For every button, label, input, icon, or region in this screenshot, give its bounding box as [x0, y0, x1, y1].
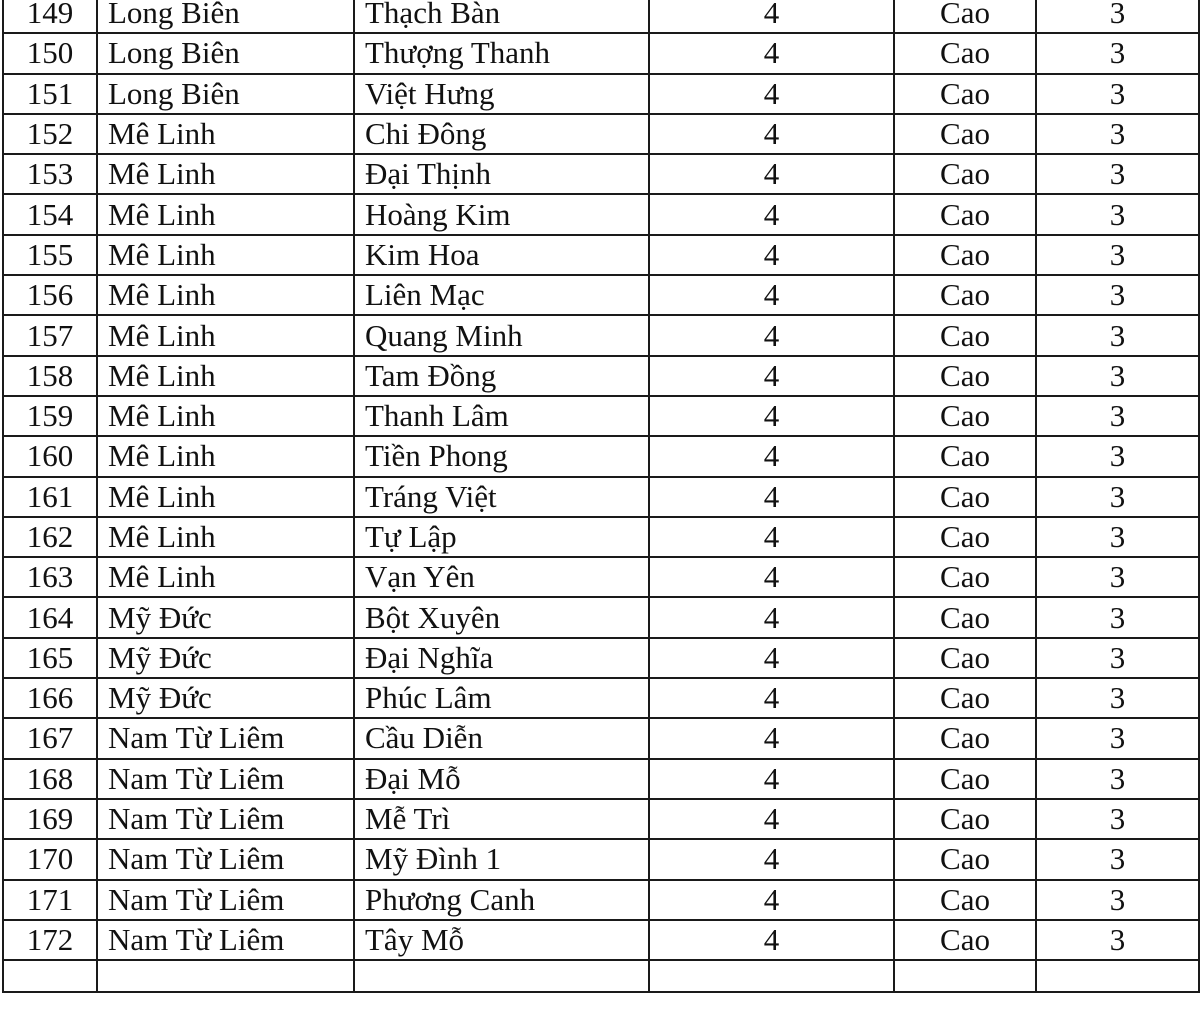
count-cell: 3 [1036, 880, 1199, 920]
count-cell: 3 [1036, 920, 1199, 960]
level-cell: 4 [649, 678, 894, 718]
ward-cell: Kim Hoa [354, 235, 649, 275]
level-cell: 4 [649, 194, 894, 234]
risk-cell: Cao [894, 759, 1036, 799]
level-cell: 4 [649, 436, 894, 476]
count-cell: 3 [1036, 194, 1199, 234]
empty-cell [1036, 960, 1199, 992]
district-cell: Mê Linh [97, 477, 354, 517]
count-cell: 3 [1036, 517, 1199, 557]
risk-cell: Cao [894, 33, 1036, 73]
table-row [3, 799, 1199, 839]
table-row [3, 74, 1199, 114]
row-number-cell: 172 [3, 920, 97, 960]
row-number-cell: 163 [3, 557, 97, 597]
count-cell: 3 [1036, 597, 1199, 637]
row-number-cell: 149 [3, 0, 97, 33]
district-cell: Nam Từ Liêm [97, 759, 354, 799]
table-row [3, 517, 1199, 557]
ward-cell: Việt Hưng [354, 74, 649, 114]
risk-cell: Cao [894, 275, 1036, 315]
district-cell: Mê Linh [97, 114, 354, 154]
table-row [3, 436, 1199, 476]
ward-cell: Đại Mỗ [354, 759, 649, 799]
risk-cell: Cao [894, 839, 1036, 879]
count-cell: 3 [1036, 638, 1199, 678]
ward-cell: Phúc Lâm [354, 678, 649, 718]
level-cell: 4 [649, 114, 894, 154]
district-cell: Nam Từ Liêm [97, 718, 354, 758]
ward-cell: Phương Canh [354, 880, 649, 920]
count-cell: 3 [1036, 436, 1199, 476]
table-row [3, 597, 1199, 637]
row-number-cell: 168 [3, 759, 97, 799]
district-cell: Nam Từ Liêm [97, 880, 354, 920]
table-row [3, 718, 1199, 758]
risk-cell: Cao [894, 396, 1036, 436]
table-row [3, 678, 1199, 718]
empty-cell [3, 960, 97, 992]
risk-cell: Cao [894, 154, 1036, 194]
risk-cell: Cao [894, 74, 1036, 114]
level-cell: 4 [649, 638, 894, 678]
count-cell: 3 [1036, 275, 1199, 315]
ward-cell: Tự Lập [354, 517, 649, 557]
risk-cell: Cao [894, 235, 1036, 275]
ward-cell: Đại Nghĩa [354, 638, 649, 678]
ward-cell: Cầu Diễn [354, 718, 649, 758]
table-row [3, 396, 1199, 436]
row-number-cell: 161 [3, 477, 97, 517]
row-number-cell: 171 [3, 880, 97, 920]
table-row [3, 356, 1199, 396]
row-number-cell: 159 [3, 396, 97, 436]
row-number-cell: 164 [3, 597, 97, 637]
level-cell: 4 [649, 597, 894, 637]
ward-cell: Mễ Trì [354, 799, 649, 839]
risk-cell: Cao [894, 678, 1036, 718]
ward-risk-table [2, 0, 1200, 993]
risk-cell: Cao [894, 880, 1036, 920]
ward-cell: Tam Đồng [354, 356, 649, 396]
risk-cell: Cao [894, 799, 1036, 839]
table-row [3, 275, 1199, 315]
district-cell: Mê Linh [97, 235, 354, 275]
table-row [3, 759, 1199, 799]
level-cell: 4 [649, 315, 894, 355]
table-row [3, 557, 1199, 597]
count-cell: 3 [1036, 718, 1199, 758]
level-cell: 4 [649, 920, 894, 960]
risk-cell: Cao [894, 557, 1036, 597]
district-cell: Mê Linh [97, 194, 354, 234]
district-cell: Mê Linh [97, 315, 354, 355]
row-number-cell: 156 [3, 275, 97, 315]
table-row [3, 0, 1199, 33]
level-cell: 4 [649, 33, 894, 73]
row-number-cell: 154 [3, 194, 97, 234]
ward-cell: Tiền Phong [354, 436, 649, 476]
level-cell: 4 [649, 718, 894, 758]
ward-cell: Quang Minh [354, 315, 649, 355]
ward-cell: Đại Thịnh [354, 154, 649, 194]
row-number-cell: 165 [3, 638, 97, 678]
district-cell: Nam Từ Liêm [97, 920, 354, 960]
row-number-cell: 151 [3, 74, 97, 114]
count-cell: 3 [1036, 678, 1199, 718]
level-cell: 4 [649, 74, 894, 114]
table-row [3, 114, 1199, 154]
district-cell: Mê Linh [97, 154, 354, 194]
count-cell: 3 [1036, 315, 1199, 355]
empty-cell [649, 960, 894, 992]
risk-cell: Cao [894, 315, 1036, 355]
district-cell: Mê Linh [97, 557, 354, 597]
level-cell: 4 [649, 759, 894, 799]
count-cell: 3 [1036, 0, 1199, 33]
row-number-cell: 153 [3, 154, 97, 194]
row-number-cell: 162 [3, 517, 97, 557]
district-cell: Mê Linh [97, 436, 354, 476]
level-cell: 4 [649, 557, 894, 597]
table-row [3, 880, 1199, 920]
row-number-cell: 150 [3, 33, 97, 73]
risk-cell: Cao [894, 114, 1036, 154]
count-cell: 3 [1036, 839, 1199, 879]
level-cell: 4 [649, 154, 894, 194]
district-cell: Long Biên [97, 0, 354, 33]
district-cell: Nam Từ Liêm [97, 799, 354, 839]
table-row [3, 839, 1199, 879]
table-row [3, 920, 1199, 960]
level-cell: 4 [649, 0, 894, 33]
ward-cell: Tây Mỗ [354, 920, 649, 960]
ward-cell: Vạn Yên [354, 557, 649, 597]
count-cell: 3 [1036, 557, 1199, 597]
table-row-cutoff [3, 960, 1199, 992]
empty-cell [97, 960, 354, 992]
row-number-cell: 158 [3, 356, 97, 396]
risk-cell: Cao [894, 638, 1036, 678]
level-cell: 4 [649, 880, 894, 920]
row-number-cell: 152 [3, 114, 97, 154]
risk-cell: Cao [894, 0, 1036, 33]
row-number-cell: 170 [3, 839, 97, 879]
ward-cell: Thạch Bàn [354, 0, 649, 33]
level-cell: 4 [649, 517, 894, 557]
ward-cell: Bột Xuyên [354, 597, 649, 637]
table-row [3, 638, 1199, 678]
risk-cell: Cao [894, 920, 1036, 960]
risk-cell: Cao [894, 597, 1036, 637]
risk-cell: Cao [894, 517, 1036, 557]
risk-cell: Cao [894, 436, 1036, 476]
count-cell: 3 [1036, 154, 1199, 194]
district-cell: Mỹ Đức [97, 638, 354, 678]
level-cell: 4 [649, 799, 894, 839]
level-cell: 4 [649, 235, 894, 275]
count-cell: 3 [1036, 235, 1199, 275]
table-row [3, 194, 1199, 234]
district-cell: Mỹ Đức [97, 678, 354, 718]
district-cell: Long Biên [97, 74, 354, 114]
district-cell: Mê Linh [97, 396, 354, 436]
district-cell: Mê Linh [97, 275, 354, 315]
count-cell: 3 [1036, 799, 1199, 839]
ward-cell: Chi Đông [354, 114, 649, 154]
level-cell: 4 [649, 356, 894, 396]
ward-cell: Tráng Việt [354, 477, 649, 517]
count-cell: 3 [1036, 396, 1199, 436]
ward-cell: Mỹ Đình 1 [354, 839, 649, 879]
table-row [3, 33, 1199, 73]
count-cell: 3 [1036, 759, 1199, 799]
risk-cell: Cao [894, 477, 1036, 517]
table-body [3, 0, 1199, 992]
table-row [3, 154, 1199, 194]
table-row [3, 315, 1199, 355]
ward-cell: Hoàng Kim [354, 194, 649, 234]
count-cell: 3 [1036, 33, 1199, 73]
count-cell: 3 [1036, 356, 1199, 396]
district-cell: Mê Linh [97, 517, 354, 557]
risk-cell: Cao [894, 356, 1036, 396]
district-cell: Long Biên [97, 33, 354, 73]
count-cell: 3 [1036, 74, 1199, 114]
row-number-cell: 160 [3, 436, 97, 476]
row-number-cell: 155 [3, 235, 97, 275]
risk-cell: Cao [894, 718, 1036, 758]
count-cell: 3 [1036, 114, 1199, 154]
count-cell: 3 [1036, 477, 1199, 517]
row-number-cell: 166 [3, 678, 97, 718]
district-cell: Mê Linh [97, 356, 354, 396]
row-number-cell: 167 [3, 718, 97, 758]
empty-cell [894, 960, 1036, 992]
level-cell: 4 [649, 839, 894, 879]
row-number-cell: 169 [3, 799, 97, 839]
ward-cell: Thượng Thanh [354, 33, 649, 73]
row-number-cell: 157 [3, 315, 97, 355]
risk-cell: Cao [894, 194, 1036, 234]
empty-cell [354, 960, 649, 992]
level-cell: 4 [649, 477, 894, 517]
district-cell: Mỹ Đức [97, 597, 354, 637]
ward-cell: Liên Mạc [354, 275, 649, 315]
level-cell: 4 [649, 396, 894, 436]
table-row [3, 235, 1199, 275]
table-row [3, 477, 1199, 517]
ward-cell: Thanh Lâm [354, 396, 649, 436]
district-cell: Nam Từ Liêm [97, 839, 354, 879]
level-cell: 4 [649, 275, 894, 315]
